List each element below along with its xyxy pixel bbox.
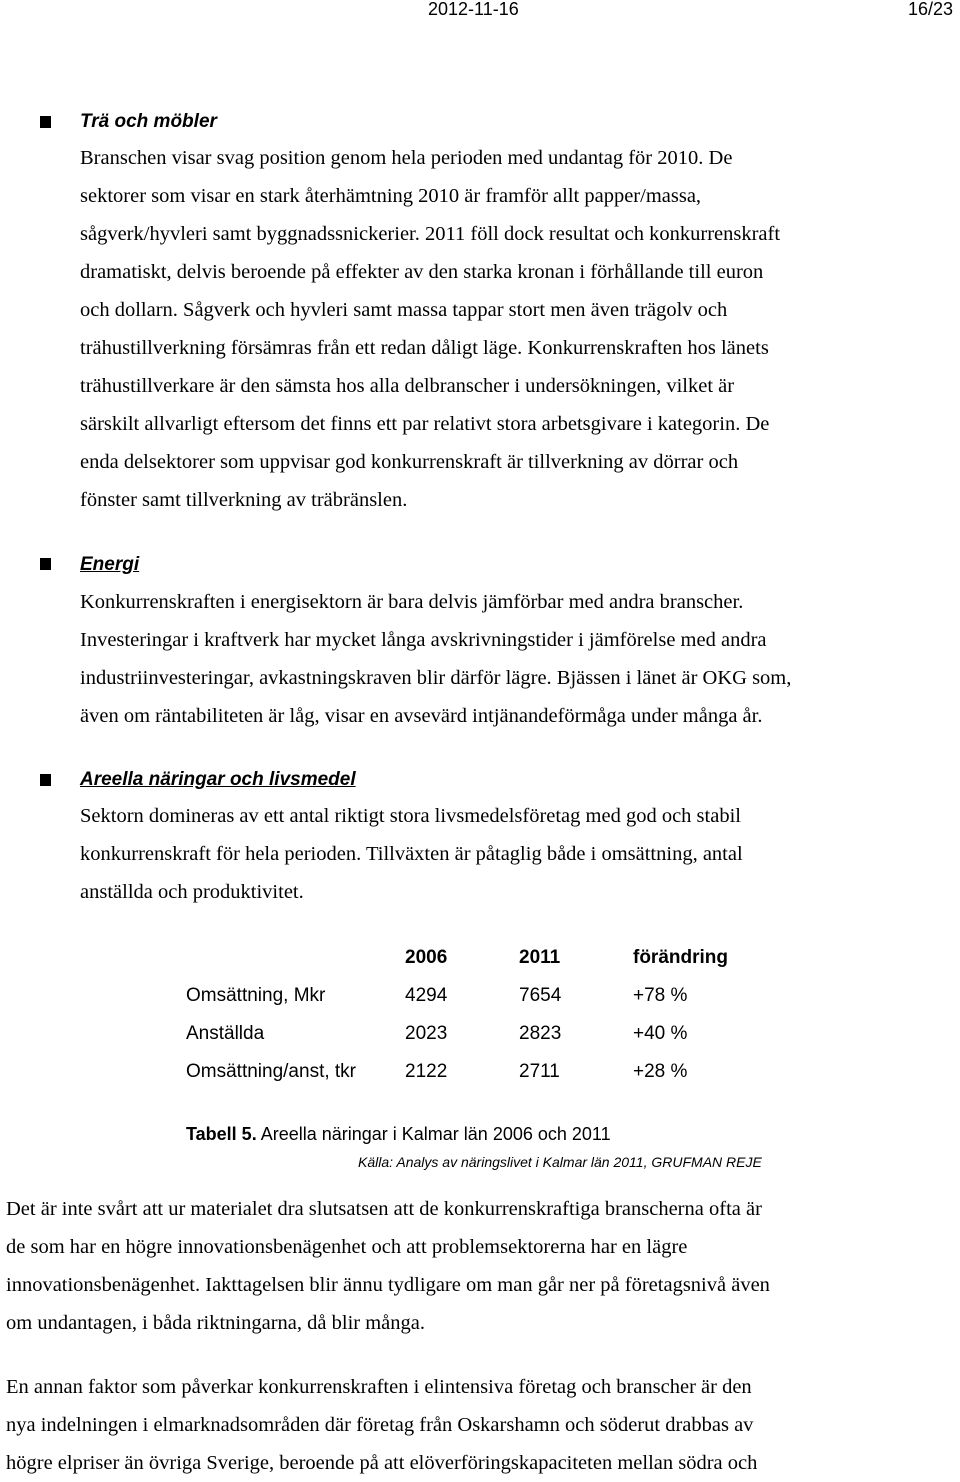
text-line: om undantagen, i båda riktningarna, då blir många. — [6, 1312, 425, 1334]
text-line: dramatiskt, delvis beroende på effekter av den starka kronan i förhållande till euron — [80, 261, 764, 283]
text-line: anställda och produktivitet. — [80, 881, 304, 903]
text-line: särskilt allvarligt eftersom det finns ett par relativt stora arbetsgivare i kategorin. De — [80, 413, 770, 435]
table-row-label: Omsättning/anst, tkr — [186, 1061, 357, 1082]
table-header-cell: förändring — [633, 947, 728, 968]
text-line: innovationsbenägenhet. Iakttagelsen blir ännu tydligare om man går ner på företagsnivå även — [6, 1274, 770, 1296]
text-line: Sektorn domineras av ett antal riktigt stora livsmedelsföretag med god och stabil — [80, 805, 741, 827]
text-line: högre elpriser än övriga Sverige, beroende på att elöverföringskapaciteten mellan södra och — [6, 1452, 758, 1474]
bullet-square-icon — [40, 774, 51, 786]
text-line: fönster samt tillverkning av träbränslen. — [80, 489, 408, 511]
text-line: nya indelningen i elmarknadsområden där företag från Oskarshamn och söderut drabbas av — [6, 1414, 754, 1436]
text-line: En annan faktor som påverkar konkurrenskraften i elintensiva företag och branscher är den — [6, 1376, 752, 1398]
text-line: enda delsektorer som uppvisar god konkurrenskraft är tillverkning av dörrar och — [80, 451, 739, 473]
table-row-label: Anställda — [186, 1023, 265, 1044]
text-line: Investeringar i kraftverk har mycket långa avskrivningstider i jämförelse med andra — [80, 629, 767, 651]
text-line: sektorer som visar en stark återhämtning 2010 är framför allt papper/massa, — [80, 185, 702, 207]
text-line: trähustillverkning försämras från ett redan dåligt läge. Konkurrenskraften hos länets — [80, 337, 769, 359]
paragraph — [6, 1190, 956, 1342]
text-line: och dollarn. Sågverk och hyvleri samt massa tappar stort men även trägolv och — [80, 299, 728, 321]
table-cell: 2122 — [405, 1061, 448, 1082]
text-line: industriinvesteringar, avkastningskraven blir därför lägre. Bjässen i länet är OKG som, — [80, 667, 792, 689]
header-date: 2012-11-16 — [428, 0, 519, 19]
caption-label: Tabell 5. — [186, 1124, 257, 1144]
table-cell: 4294 — [405, 985, 448, 1006]
table-cell: +28 % — [633, 1061, 688, 1082]
text-line: trähustillverkare är den sämsta hos alla delbranscher i undersökningen, vilket är — [80, 375, 735, 397]
table-cell: 2711 — [519, 1061, 560, 1082]
section-body — [80, 797, 956, 911]
table-header-cell: 2006 — [405, 947, 448, 968]
text-line: Det är inte svårt att ur materialet dra slutsatsen att de konkurrenskraftiga branscherna ofta är — [6, 1198, 762, 1220]
table-cell: 7654 — [519, 985, 562, 1006]
table-cell: 2823 — [519, 1023, 562, 1044]
section-body — [80, 139, 956, 519]
text-line: sågverk/hyvleri samt byggnadssnickerier. 2011 föll dock resultat och konkurrenskraft — [80, 223, 781, 245]
table-header-cell: 2011 — [519, 947, 561, 968]
table-row-label: Omsättning, Mkr — [186, 985, 326, 1006]
section-title: Trä och möbler — [80, 111, 217, 132]
text-line: Konkurrenskraften i energisektorn är bara delvis jämförbar med andra branscher. — [80, 591, 744, 613]
page-number: 16/23 — [908, 0, 954, 19]
text-line: konkurrenskraft för hela perioden. Tillväxten är påtaglig både i omsättning, antal — [80, 843, 743, 865]
bullet-square-icon — [40, 558, 51, 570]
section-body — [80, 583, 956, 735]
text-line: även om räntabiliteten är låg, visar en avsevärd intjänandeförmåga under många år. — [80, 705, 763, 727]
paragraph — [6, 1368, 956, 1482]
table-cell: +78 % — [633, 985, 688, 1006]
text-line: Branschen visar svag position genom hela perioden med undantag för 2010. De — [80, 147, 733, 169]
text-line: de som har en högre innovationsbenägenhet och att problemsektorerna har en lägre — [6, 1236, 688, 1258]
table-cell: 2023 — [405, 1023, 448, 1044]
table-cell: +40 % — [633, 1023, 688, 1044]
table-caption — [186, 1124, 611, 1145]
caption-text: Areella näringar i Kalmar län 2006 och 2011 — [256, 1124, 611, 1144]
bullet-square-icon — [40, 116, 51, 128]
table-source: Källa: Analys av näringslivet i Kalmar län 2011, GRUFMAN REJE — [358, 1154, 762, 1170]
section-title: Areella näringar och livsmedel — [80, 769, 356, 790]
section-title: Energi — [80, 554, 140, 575]
